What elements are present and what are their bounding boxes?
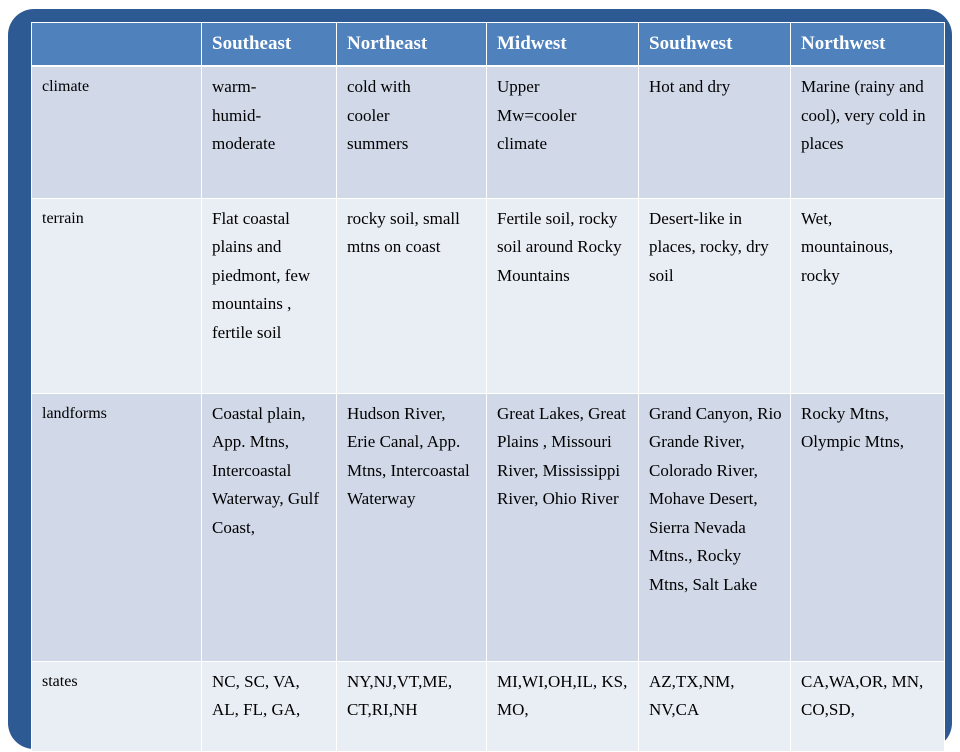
cell-text: Hudson River, Erie Canal, App. Mtns, Intercoastal Waterway (347, 403, 470, 508)
header-northeast: Northeast (337, 23, 487, 67)
header-midwest: Midwest (487, 23, 639, 67)
cell-text: NC, SC, VA, AL, FL, GA, (212, 671, 301, 719)
table-row-landforms (32, 393, 945, 661)
cell-climate-northwest (791, 66, 945, 198)
cell-text: Great Lakes, Great Plains , Missouri River, Mississippi River, Ohio River (497, 403, 626, 508)
cell-states-northeast (337, 661, 487, 751)
table-header-row (32, 23, 945, 67)
table-row-climate (32, 66, 945, 198)
row-label-terrain: terrain (32, 198, 202, 393)
cell-states-northwest (791, 661, 945, 751)
cell-text: MI,WI,OH,IL, KS, MO, (497, 671, 628, 719)
cell-landforms-southwest (639, 393, 791, 661)
cell-landforms-midwest (487, 393, 639, 661)
cell-text: Coastal plain, App. Mtns, Intercoastal Waterway, Gulf Coast, (212, 403, 320, 537)
cell-text: Rocky Mtns, Olympic Mtns, (801, 403, 904, 451)
cell-climate-northeast (337, 66, 487, 198)
cell-text: NY,NJ,VT,ME, CT,RI,NH (347, 671, 453, 719)
cell-text: Hot and dry (649, 77, 731, 96)
header-southwest: Southwest (639, 23, 791, 67)
cell-states-southwest (639, 661, 791, 751)
row-label-states: states (32, 661, 202, 751)
cell-terrain-northeast (337, 198, 487, 393)
cell-states-midwest (487, 661, 639, 751)
cell-text: cold with cooler summers (347, 77, 411, 153)
cell-landforms-northwest (791, 393, 945, 661)
regions-table (31, 22, 945, 752)
cell-states-southeast (202, 661, 337, 751)
cell-text: Marine (rainy and cool), very cold in places (801, 77, 926, 153)
cell-climate-southwest (639, 66, 791, 198)
cell-text: Fertile soil, rocky soil around Rocky Mountains (497, 208, 622, 285)
cell-landforms-southeast (202, 393, 337, 661)
cell-text: Wet, mountainous, rocky (801, 208, 894, 285)
cell-text: Desert-like in places, rocky, dry soil (649, 208, 769, 285)
cell-climate-southeast (202, 66, 337, 198)
cell-text: Flat coastal plains and piedmont, few mountains , fertile soil (212, 208, 311, 342)
header-corner (32, 23, 202, 67)
cell-terrain-midwest (487, 198, 639, 393)
cell-landforms-northeast (337, 393, 487, 661)
cell-terrain-southwest (639, 198, 791, 393)
table-row-states (32, 661, 945, 751)
cell-terrain-southeast (202, 198, 337, 393)
header-southeast: Southeast (202, 23, 337, 67)
header-northwest: Northwest (791, 23, 945, 67)
row-label-landforms: landforms (32, 393, 202, 661)
cell-climate-midwest (487, 66, 639, 198)
cell-text: Grand Canyon, Rio Grande River, Colorado River, Mohave Desert, Sierra Nevada Mtns., Rocky Mtns, Salt Lake (649, 403, 782, 594)
cell-text: rocky soil, small mtns on coast (347, 208, 460, 256)
table-row-terrain (32, 198, 945, 393)
row-label-climate: climate (32, 66, 202, 198)
cell-terrain-northwest (791, 198, 945, 393)
cell-text: AZ,TX,NM, NV,CA (649, 671, 735, 719)
cell-text: warm-humid-moderate (212, 77, 276, 153)
cell-text: Upper Mw=cooler climate (497, 77, 577, 153)
cell-text: CA,WA,OR, MN, CO,SD, (801, 671, 924, 719)
